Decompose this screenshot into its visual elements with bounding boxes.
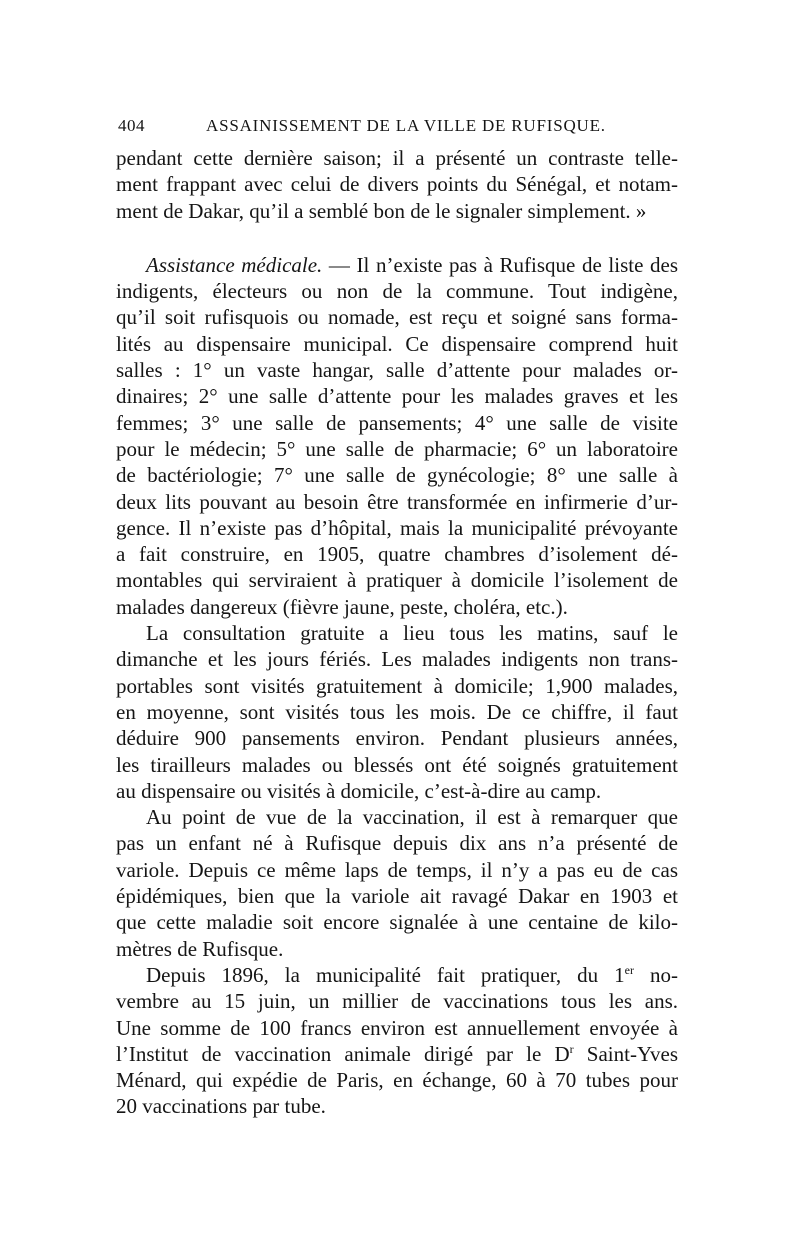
text-line: pendant cette dernière saison; il a présenté un contraste telle- — [116, 146, 678, 170]
running-header — [118, 116, 678, 138]
text-line: salles : 1° un vaste hangar, salle d’attente pour malades or- — [116, 358, 678, 383]
text-line — [116, 962, 678, 988]
superscript: r — [569, 1041, 574, 1056]
text-line: ment frappant avec celui de divers points du Sénégal, et notam- — [116, 172, 678, 197]
page-number: 404 — [118, 116, 145, 135]
text-line: pas un enfant né à Rufisque depuis dix ans n’a présenté de — [116, 831, 678, 856]
paragraph-vaccination — [116, 804, 678, 962]
text-line: a fait construire, en 1905, quatre chambres d’isolement dé- — [116, 542, 678, 567]
text-line: en moyenne, sont visités tous les mois. De ce chiffre, il faut — [116, 699, 678, 724]
text-line: montables qui serviraient à pratiquer à domicile l’isolement de — [116, 568, 678, 593]
text-line: femmes; 3° une salle de pansements; 4° une salle de visite — [116, 410, 678, 435]
text-line: qu’il soit rufisquois ou nomade, est reçu et soigné sans forma- — [116, 305, 678, 330]
superscript: er — [624, 962, 634, 977]
text-line: ment de Dakar, qu’il a semblé bon de le signaler simplement. » — [116, 198, 647, 223]
paragraph-gap — [116, 224, 678, 252]
text-line: deux lits pouvant au besoin être transformée en infirmerie d’ur- — [116, 489, 678, 514]
text-fragment: Depuis 1896, la municipalité fait pratiquer, du 1 — [146, 962, 625, 987]
text-line: indigents, électeurs ou non de la commune. Tout indigène, — [116, 279, 678, 304]
paragraph-continuation — [116, 145, 678, 224]
text-fragment: no- — [633, 962, 678, 987]
paragraph-assistance-medicale — [116, 252, 678, 620]
text-line — [116, 1041, 678, 1067]
text-fragment: l’Institut de vaccination animale dirigé par le D — [116, 1041, 570, 1066]
text-fragment: Saint-Yves — [573, 1041, 678, 1066]
text-line: portables sont visités gratuitement à domicile; 1,900 malades, — [116, 673, 678, 698]
text-line: les tirailleurs malades ou blessés ont été soignés gratuitement — [116, 752, 678, 777]
paragraph-vaccinations-since-1896 — [116, 962, 678, 1120]
section-title: Assistance médicale. — [146, 252, 323, 277]
text-line: déduire 900 pansements environ. Pendant plusieurs années, — [116, 726, 678, 751]
text-line: dimanche et les jours fériés. Les malades indigents non trans- — [116, 647, 678, 672]
text-line: mètres de Rufisque. — [116, 936, 284, 961]
text-line: que cette maladie soit encore signalée à une centaine de kilo- — [116, 910, 678, 935]
text-line: Une somme de 100 francs environ est annuellement envoyée à — [116, 1015, 678, 1040]
text-line — [116, 252, 678, 278]
running-title: ASSAINISSEMENT DE LA VILLE DE RUFISQUE. — [206, 116, 606, 135]
text-line: 20 vaccinations par tube. — [116, 1094, 326, 1119]
text-line: Au point de vue de la vaccination, il est à remarquer que — [146, 805, 678, 830]
text-line: dinaires; 2° une salle d’attente pour les malades graves et les — [116, 384, 678, 409]
text-line: épidémiques, bien que la variole ait ravagé Dakar en 1903 et — [116, 884, 678, 909]
text-line: de bactériologie; 7° une salle de gynécologie; 8° une salle à — [116, 463, 678, 488]
text-fragment: — Il n’existe pas à Rufisque de liste des — [322, 252, 678, 277]
text-line: pour le médecin; 5° une salle de pharmacie; 6° un laboratoire — [116, 436, 678, 461]
text-line: gence. Il n’existe pas d’hôpital, mais la municipalité prévoyante — [116, 515, 678, 540]
text-line: Ménard, qui expédie de Paris, en échange, 60 à 70 tubes pour — [116, 1068, 678, 1093]
paragraph-consultation — [116, 620, 678, 804]
text-line: vembre au 15 juin, un millier de vaccinations tous les ans. — [116, 989, 678, 1014]
body-text — [116, 145, 678, 1120]
text-line: lités au dispensaire municipal. Ce dispensaire comprend huit — [116, 331, 678, 356]
text-line: malades dangereux (fièvre jaune, peste, choléra, etc.). — [116, 594, 568, 619]
text-line: au dispensaire ou visités à domicile, c’est-à-dire au camp. — [116, 778, 602, 803]
text-line: variole. Depuis ce même laps de temps, il n’y a pas eu de cas — [116, 857, 678, 882]
text-line: La consultation gratuite a lieu tous les matins, sauf le — [146, 621, 678, 646]
